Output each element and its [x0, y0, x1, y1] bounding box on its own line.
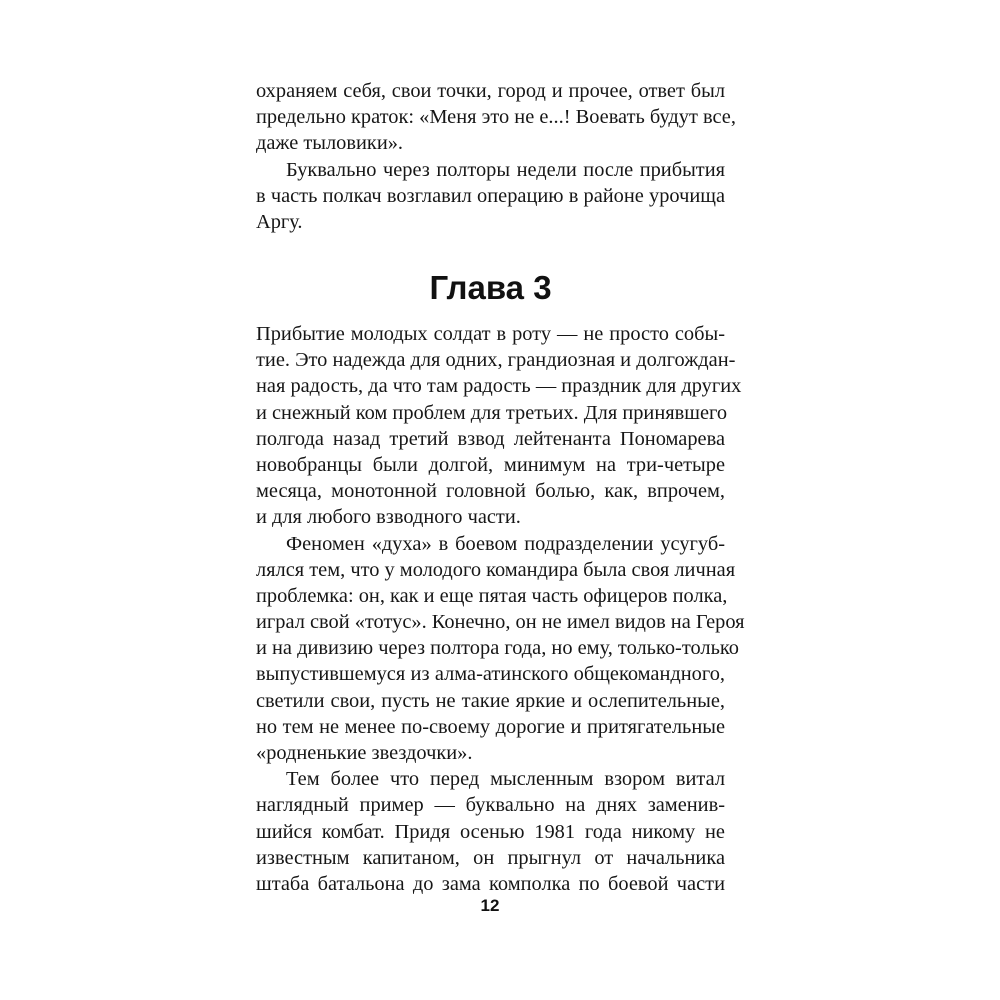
- text-line: выпустившемуся из алма-атинского общекомандного,: [256, 663, 725, 686]
- paragraph: [256, 531, 745, 767]
- paragraph: [256, 766, 725, 897]
- text-line: играл свой «тотус». Конечно, он не имел видов на Героя: [256, 611, 745, 634]
- text-line: штаба батальона до зама комполка по боевой части: [256, 872, 725, 895]
- text-line: «родненькие звездочки».: [256, 742, 473, 764]
- text-line: тие. Это надежда для одних, грандиозная и долгождан-: [256, 349, 736, 372]
- text-line: Тем более что перед мысленным взором витал: [286, 768, 725, 791]
- text-line: и на дивизию через полтора года, но ему, только-только: [256, 637, 739, 660]
- text-line: светили свои, пусть не такие яркие и ослепительные,: [256, 689, 725, 712]
- text-line: Буквально через полторы недели после прибытия: [286, 158, 725, 181]
- chapter-heading: Глава 3: [429, 269, 552, 306]
- text-line: наглядный пример — буквально на днях заменив-: [256, 794, 725, 817]
- text-line: проблемка: он, как и еще пятая часть офицеров полка,: [256, 584, 728, 607]
- text-line: предельно краток: «Меня это не е...! Воевать будут все,: [256, 106, 736, 129]
- text-line: и для любого взводного части.: [256, 506, 521, 529]
- text-line: и снежный ком проблем для третьих. Для принявшего: [256, 401, 728, 424]
- text-line: но тем не менее по-своему дорогие и притягательные: [256, 715, 725, 738]
- page-number: 12: [480, 896, 500, 915]
- text-line: Аргу.: [256, 210, 303, 233]
- paragraph: [256, 78, 736, 157]
- text-line: охраняем себя, свои точки, город и прочее, ответ был: [256, 80, 725, 102]
- text-line: ная радость, да что там радость — праздник для других: [256, 375, 742, 398]
- previous-chapter-text: [256, 78, 736, 235]
- text-line: даже тыловики».: [256, 132, 404, 155]
- text-line: месяца, монотонной головной болью, как, впрочем,: [256, 480, 725, 503]
- text-line: полгода назад третий взвод лейтенанта Пономарева: [256, 427, 725, 450]
- text-line: в часть полкач возглавил операцию в районе урочища: [256, 184, 725, 207]
- text-line: известным капитаном, он прыгнул от начальника: [256, 846, 725, 869]
- text-line: Феномен «духа» в боевом подразделении усугуб-: [286, 532, 725, 555]
- paragraph: [256, 157, 725, 236]
- text-line: шийся комбат. Придя осенью 1981 года никому не: [256, 820, 725, 843]
- paragraph: [256, 321, 742, 531]
- text-line: лялся тем, что у молодого командира была своя личная: [256, 558, 736, 581]
- text-line: новобранцы были долгой, минимум на три-четыре: [256, 453, 725, 476]
- chapter-body-text: [256, 321, 745, 897]
- text-line: Прибытие молодых солдат в роту — не просто собы-: [256, 323, 725, 345]
